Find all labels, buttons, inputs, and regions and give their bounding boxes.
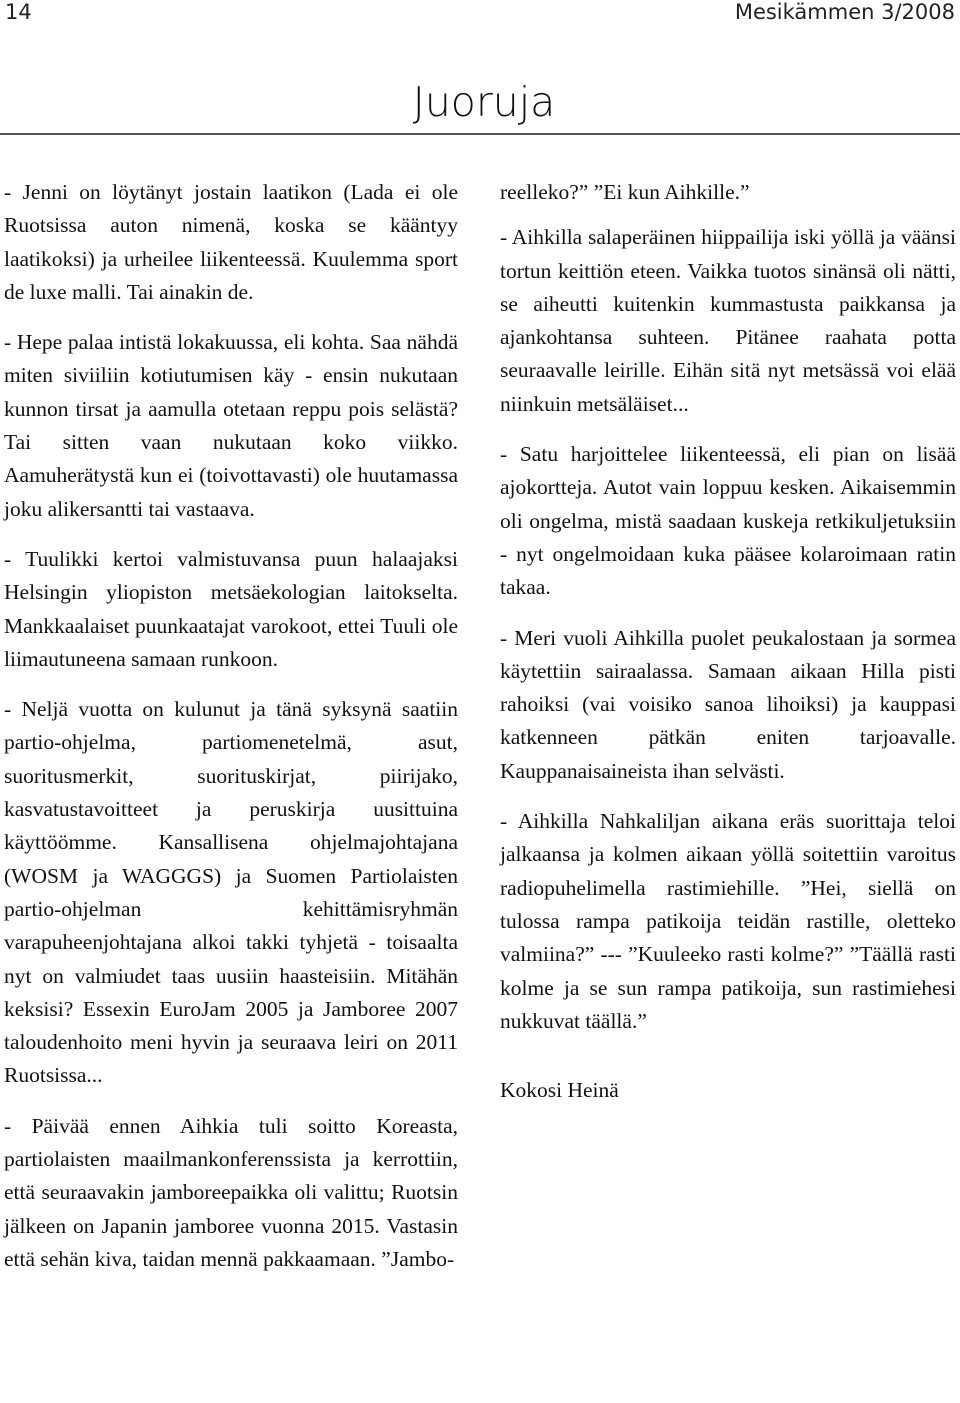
gossip-paragraph-continued: reelleko?” ”Ei kun Aihkille.”	[500, 180, 750, 204]
gossip-paragraph: - Päivää ennen Aihkia tuli soitto Koreasta, partiolaisten maailmankonferenssista ja kerrottiin, että seuraavakin jamboreepaikka oli valittu; Ruotsin jälkeen on Japanin jamboree vuonna 2015. Vastasin että sehän kiva, taidan mennä pakkaamaan. ”Jambo-	[4, 1113, 458, 1271]
gossip-paragraph: - Aihkilla salaperäinen hiippailija iski yöllä ja väänsi tortun keittiön eteen. Vaikka tuotos sinänsä oli nätti, se aiheutti kuitenkin kummastusta paikkansa ja ajankohtansa suhteen. Pitänee raahata potta seuraavalle leirille. Eihän sitä nyt metsässä voi elää niinkuin metsäläiset...	[500, 225, 956, 416]
gossip-paragraph: - Aihkilla Nahkaliljan aikana eräs suorittaja teloi jalkaansa ja kolmen aikaan yöllä soitettiin varoitus radiopuhelimella rastimiehille. ”Hei, siellä on tulossa rampa patikoija teidän rastille, oletteko valmiina?” --- ”Kuuleeko rasti kolme?” ”Täällä rasti kolme ja se sun rampa patikoija, sun rastimiehesi nukkuvat täällä.”	[500, 809, 956, 1033]
gossip-paragraph: - Jenni on löytänyt jostain laatikon (Lada ei ole Ruotsissa auton nimenä, koska se kääntyy laatikoksi) ja urheilee liikenteessä. Kuulemma sport de luxe malli. Tai ainakin de.	[4, 180, 458, 304]
gossip-paragraph: - Satu harjoittelee liikenteessä, eli pian on lisää ajokortteja. Autot vain loppuu kesken. Aikaisemmin oli ongelma, mistä saadaan kuskeja retkikuljetuksiin - nyt ongelmoidaan kuka pääsee kolaroimaan ratin takaa.	[500, 442, 956, 600]
gossip-paragraph: - Meri vuoli Aihkilla puolet peukalostaan ja sormea käytettiin sairaalassa. Samaan aikaan Hilla pisti rahoiksi (vai voisiko sanoa lihoiksi) ja kauppasi katkenneen pätkän eniten tarjoavalle. Kauppanaisaineista ihan selvästi.	[500, 625, 956, 783]
page-number: 14	[5, 0, 32, 24]
left-column	[4, 176, 458, 1293]
right-column	[500, 176, 956, 1124]
gossip-paragraph: - Neljä vuotta on kulunut ja tänä syksynä saatiin partio-ohjelma, partiomenetelmä, asut, suoritusmerkit, suorituskirjat, piirijako, kasvatustavoitteet ja peruskirja uusittuina käyttöömme. Kansallisena ohjelmajohtajana (WOSM ja WAGGGS) ja Suomen Partiolaisten partio-ohjelman kehittämisryhmän varapuheenjohtajana alkoi takki tyhjetä - toisaalta nyt on valmiudet taas uusiin haasteisiin. Mitähän keksisi? Essexin EuroJam 2005 ja Jamboree 2007 taloudenhoito meni hyvin ja seuraava leiri on 2011 Ruotsissa...	[4, 697, 458, 1088]
article-signature: Kokosi Heinä	[500, 1078, 619, 1103]
article-title-wrapper	[0, 74, 960, 130]
publication-issue: Mesikämmen 3/2008	[734, 0, 955, 24]
title-divider	[0, 133, 960, 135]
gossip-paragraph: - Hepe palaa intistä lokakuussa, eli kohta. Saa nähdä miten siviiliin kotiutumisen käy - ensin nukutaan kunnon tirsat ja aamulla otetaan reppu pois selästä? Tai sitten vaan nukutaan koko viikko. Aamuherätystä kun ei (toivottavasti) ole huutamassa joku alikersantti tai vastaava.	[4, 330, 458, 521]
article-title: Juoruja	[412, 78, 556, 126]
gossip-paragraph: - Tuulikki kertoi valmistuvansa puun halaajaksi Helsingin yliopiston metsäekologian laitokselta. Mankkaalaiset puunkaatajat varokoot, ettei Tuuli ole liimautuneena samaan runkoon.	[4, 546, 458, 671]
